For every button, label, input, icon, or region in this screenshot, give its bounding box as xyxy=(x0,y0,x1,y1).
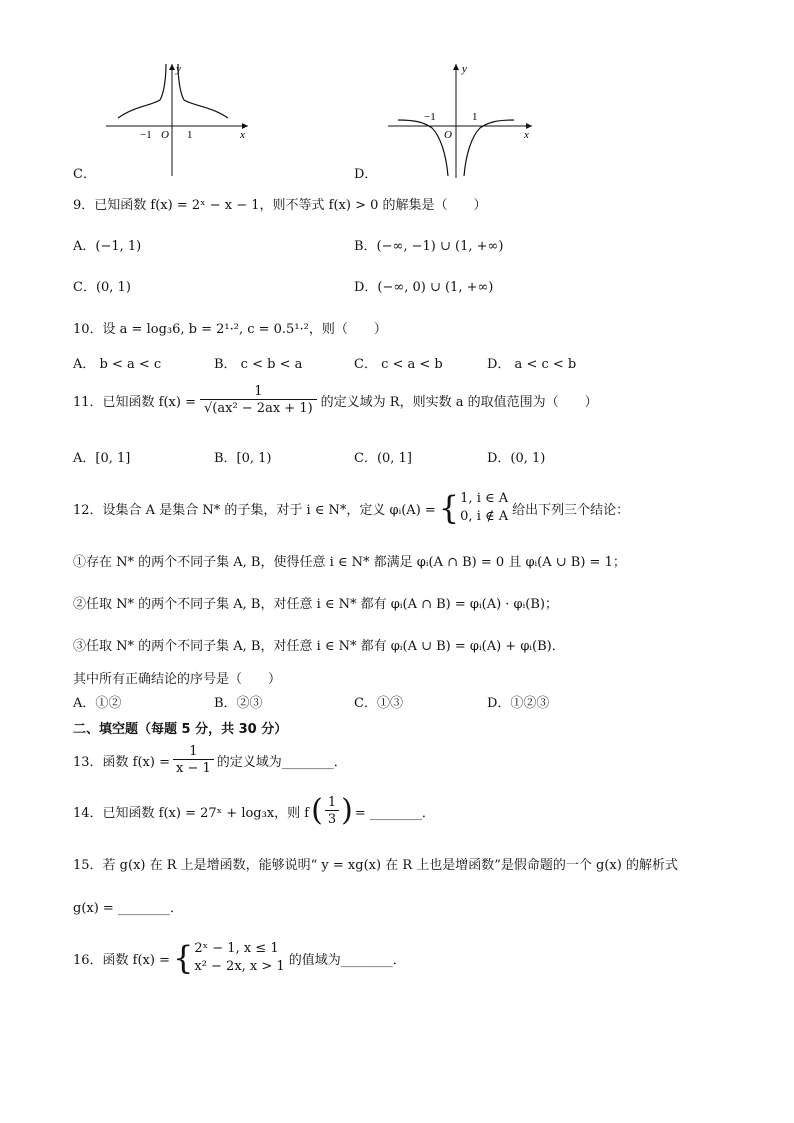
q16-brace: { xyxy=(173,939,194,977)
q11-option-a: A．[0, 1] xyxy=(73,451,131,466)
q16-stem-suffix: 的值域为________． xyxy=(288,952,406,968)
q11-option-c: C．(0, 1] xyxy=(354,451,412,466)
q16-case-1: 2ˣ − 1, x ≤ 1 xyxy=(194,941,279,956)
tick-one: 1 xyxy=(472,111,478,123)
y-arrow xyxy=(453,64,459,70)
q15-line-2: g(x) = ________． xyxy=(73,901,183,916)
q16-case-2: x² − 2x, x > 1 xyxy=(194,959,285,974)
q11-stem xyxy=(73,384,598,416)
q14-stem xyxy=(73,795,435,827)
q10-option-c: C． c < a < b xyxy=(354,357,443,372)
q14-fraction xyxy=(325,795,339,827)
q12-conclusion-2: ②任取 N* 的两个不同子集 A, B，对任意 i ∈ N* 都有 φᵢ(A ∩ B) = φᵢ(A) · φᵢ(B)； xyxy=(73,597,558,612)
y-label: y xyxy=(176,63,181,75)
q12-case-1: 1, i ∈ A xyxy=(460,491,509,506)
q14-paren-close: ) xyxy=(341,793,353,828)
q14-numerator: 1 xyxy=(327,795,337,810)
y-arrow xyxy=(169,64,175,70)
q12-brace: { xyxy=(438,489,460,527)
q12-ask: 其中所有正确结论的序号是（ ） xyxy=(73,672,282,687)
x-label: x xyxy=(240,129,245,141)
q13-denominator: x − 1 xyxy=(173,759,214,776)
q9-stem: 9．已知函数 f(x) = 2ˣ − x − 1，则不等式 f(x) > 0 的解集是（ ） xyxy=(73,198,487,213)
origin-label: O xyxy=(444,129,452,141)
q9-option-c: C．(0, 1) xyxy=(73,280,131,295)
tick-neg-one: −1 xyxy=(424,111,436,123)
graph-d-label: D． xyxy=(354,167,378,182)
q14-stem-prefix: 14．已知函数 f(x) = 27ˣ + log₃x，则 f xyxy=(73,805,310,821)
graph-d xyxy=(384,58,544,187)
q10-option-b: B． c < b < a xyxy=(214,357,303,372)
graph-d-svg xyxy=(384,58,544,183)
origin-label: O xyxy=(161,129,169,141)
curve-left xyxy=(118,64,166,118)
q12-stem-suffix: 给出下列三个结论： xyxy=(512,502,630,518)
tick-one: 1 xyxy=(187,129,193,141)
q10-option-a: A． b < a < c xyxy=(73,357,162,372)
q11-option-d: D．(0, 1) xyxy=(487,451,546,466)
q16-cases xyxy=(194,940,284,976)
q12-option-c: C．①③ xyxy=(354,696,403,711)
q11-numerator: 1 xyxy=(254,384,263,399)
curve-right xyxy=(178,64,228,118)
q14-stem-suffix: = ________． xyxy=(354,805,435,821)
q10-option-d: D． a < c < b xyxy=(487,357,577,372)
q13-stem-prefix: 13．函数 f(x) = xyxy=(73,754,170,770)
q16-stem-prefix: 16．函数 f(x) = xyxy=(73,952,170,968)
q11-option-b: B．[0, 1) xyxy=(214,451,272,466)
q11-fraction xyxy=(200,384,317,416)
y-label: y xyxy=(462,63,467,75)
graph-c-svg xyxy=(100,58,260,183)
q13-stem xyxy=(73,744,347,776)
q10-stem: 10．设 a = log₃6, b = 2¹·², c = 0.5¹·²，则（ ） xyxy=(73,322,387,337)
q12-case-2: 0, i ∉ A xyxy=(460,509,509,524)
q14-paren-open: ( xyxy=(311,793,323,828)
q9-option-b: B．(−∞, −1) ∪ (1, +∞) xyxy=(354,239,504,254)
q12-conclusion-3: ③任取 N* 的两个不同子集 A, B，对任意 i ∈ N* 都有 φᵢ(A ∪ B) = φᵢ(A) + φᵢ(B)． xyxy=(73,639,565,654)
q11-stem-suffix: 的定义域为 R，则实数 a 的取值范围为（ ） xyxy=(320,394,598,410)
q13-stem-suffix: 的定义域为________． xyxy=(216,754,347,770)
q12-option-a: A．①② xyxy=(73,696,122,711)
q14-denominator: 3 xyxy=(325,810,339,827)
q11-denominator: √(ax² − 2ax + 1) xyxy=(200,399,317,416)
q9-option-d: D．(−∞, 0) ∪ (1, +∞) xyxy=(354,280,494,295)
q12-option-b: B．②③ xyxy=(214,696,263,711)
q12-stem-prefix: 12．设集合 A 是集合 N* 的子集，对于 i ∈ N*，定义 φᵢ(A) = xyxy=(73,502,436,518)
q12-stem xyxy=(73,490,629,526)
graph-c xyxy=(100,58,260,187)
q15-line-1: 15．若 g(x) 在 R 上是增函数，能够说明“ y = xg(x) 在 R 上也是增函数”是假命题的一个 g(x) 的解析式 xyxy=(73,858,678,873)
q11-stem-prefix: 11．已知函数 f(x) = xyxy=(73,394,196,410)
tick-neg-one: −1 xyxy=(140,129,152,141)
q13-numerator: 1 xyxy=(189,744,198,759)
q12-cases xyxy=(460,490,508,526)
q16-stem xyxy=(73,940,406,976)
q13-fraction xyxy=(173,744,214,776)
graph-c-label: C． xyxy=(73,167,96,182)
x-label: x xyxy=(524,129,529,141)
curve-left xyxy=(398,120,448,176)
curve-right xyxy=(464,120,514,176)
q9-option-a: A．(−1, 1) xyxy=(73,239,142,254)
q12-option-d: D．①②③ xyxy=(487,696,550,711)
q12-conclusion-1: ①存在 N* 的两个不同子集 A, B，使得任意 i ∈ N* 都满足 φᵢ(A ∩ B) = 0 且 φᵢ(A ∪ B) = 1； xyxy=(73,555,626,570)
section-2-heading: 二、填空题（每题 5 分，共 30 分） xyxy=(73,722,288,737)
